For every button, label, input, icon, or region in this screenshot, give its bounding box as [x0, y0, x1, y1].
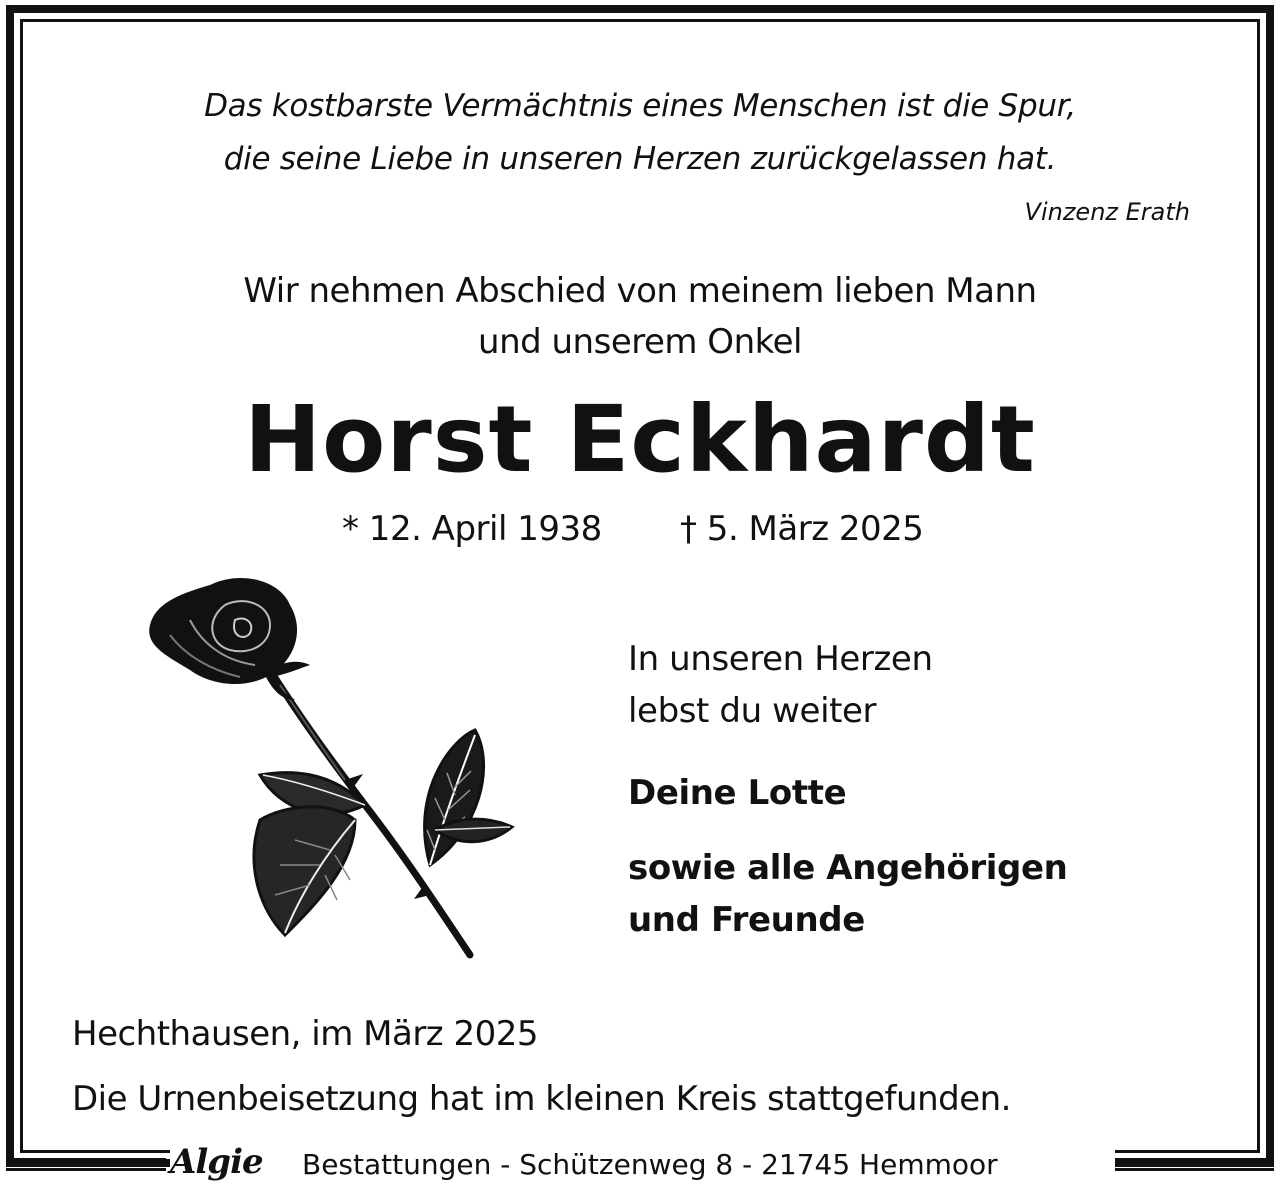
- footer-rule: [6, 1168, 166, 1171]
- mourners-line-1: sowie alle Angehörigen: [628, 848, 1068, 888]
- mourners-line-2: und Freunde: [628, 900, 865, 940]
- funeral-home-address: Bestattungen - Schützenweg 8 - 21745 Hemmoor: [302, 1148, 998, 1181]
- birth-date: * 12. April 1938: [342, 509, 602, 549]
- intro-line-2: und unserem Onkel: [478, 322, 802, 362]
- footer-rule: [1114, 1163, 1274, 1166]
- message-line-2: lebst du weiter: [628, 691, 877, 731]
- quote-author: Vinzenz Erath: [1024, 198, 1190, 226]
- intro-line-1: Wir nehmen Abschied von meinem lieben Mann: [243, 271, 1037, 311]
- footer-text: [170, 1142, 1115, 1186]
- footer-rule: [6, 1163, 166, 1166]
- place-date: Hechthausen, im März 2025: [72, 1014, 538, 1054]
- footer: [0, 1140, 1280, 1189]
- quote-line-2: die seine Liebe in unseren Herzen zurückgelassen hat.: [223, 141, 1057, 177]
- burial-note: Die Urnenbeisetzung hat im kleinen Kreis stattgefunden.: [72, 1079, 1011, 1119]
- funeral-home-logo: Algie: [170, 1142, 263, 1182]
- death-date: † 5. März 2025: [680, 509, 924, 549]
- mourner-primary: Deine Lotte: [628, 773, 847, 813]
- footer-rule: [1114, 1168, 1274, 1171]
- deceased-name: Horst Eckhardt: [244, 386, 1036, 493]
- footer-rule: [1114, 1158, 1274, 1161]
- rose-icon: [130, 565, 520, 975]
- quote-line-1: Das kostbarste Vermächtnis eines Menschen ist die Spur,: [204, 88, 1076, 124]
- message-line-1: In unseren Herzen: [628, 639, 933, 679]
- footer-rule: [6, 1158, 166, 1161]
